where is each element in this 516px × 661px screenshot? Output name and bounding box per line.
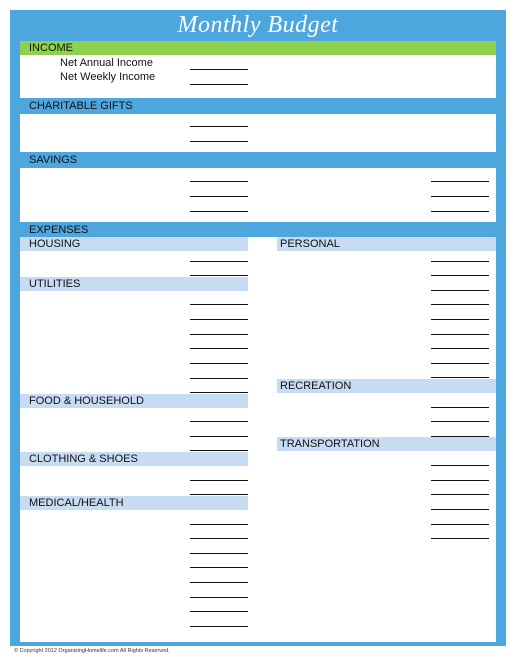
utilities-field[interactable]: [190, 304, 248, 305]
personal-field[interactable]: [431, 363, 489, 364]
recreation-field[interactable]: [431, 407, 489, 408]
housing-field[interactable]: [190, 275, 248, 276]
savings-panel: [20, 168, 496, 222]
savings-field[interactable]: [190, 196, 248, 197]
charitable-gift-field[interactable]: [190, 126, 248, 127]
clothing-shoes-heading: CLOTHING & SHOES: [29, 453, 138, 465]
savings-field[interactable]: [190, 181, 248, 182]
personal-field[interactable]: [431, 261, 489, 262]
food-household-heading: FOOD & HOUSEHOLD: [29, 395, 144, 407]
medical-health-field[interactable]: [190, 524, 248, 525]
utilities-heading: UTILITIES: [29, 278, 81, 290]
utilities-field[interactable]: [190, 334, 248, 335]
personal-heading: PERSONAL: [280, 238, 340, 250]
transportation-field[interactable]: [431, 480, 489, 481]
transportation-field[interactable]: [431, 465, 489, 466]
utilities-field[interactable]: [190, 348, 248, 349]
savings-field[interactable]: [431, 196, 489, 197]
transportation-field[interactable]: [431, 494, 489, 495]
personal-field[interactable]: [431, 377, 489, 378]
income-header-bar: [20, 41, 496, 55]
personal-field[interactable]: [431, 319, 489, 320]
recreation-field[interactable]: [431, 421, 489, 422]
copyright-footer: © Copyright 2012 OrganizingHomelife.com All Rights Reserved.: [14, 648, 170, 654]
clothing-shoes-field[interactable]: [190, 480, 248, 481]
transportation-field[interactable]: [431, 509, 489, 510]
medical-health-field[interactable]: [190, 611, 248, 612]
medical-health-field[interactable]: [190, 567, 248, 568]
net-annual-income-label: Net Annual Income: [60, 57, 153, 69]
medical-health-field[interactable]: [190, 553, 248, 554]
net-annual-income-field[interactable]: [190, 69, 248, 70]
recreation-heading: RECREATION: [280, 380, 352, 392]
food-household-field[interactable]: [190, 450, 248, 451]
savings-field[interactable]: [431, 211, 489, 212]
recreation-field[interactable]: [431, 436, 489, 437]
expenses-heading: EXPENSES: [29, 224, 89, 236]
housing-field[interactable]: [190, 261, 248, 262]
personal-field[interactable]: [431, 290, 489, 291]
personal-field[interactable]: [431, 348, 489, 349]
net-weekly-income-field[interactable]: [190, 84, 248, 85]
savings-field[interactable]: [431, 181, 489, 182]
page-title: Monthly Budget: [177, 12, 339, 38]
utilities-field[interactable]: [190, 319, 248, 320]
food-household-field[interactable]: [190, 436, 248, 437]
transportation-heading: TRANSPORTATION: [280, 438, 380, 450]
utilities-field[interactable]: [190, 392, 248, 393]
utilities-field[interactable]: [190, 378, 248, 379]
charitable-gifts-panel: [20, 114, 496, 152]
charitable-gift-field[interactable]: [190, 141, 248, 142]
medical-health-heading: MEDICAL/HEALTH: [29, 497, 124, 509]
personal-field[interactable]: [431, 275, 489, 276]
savings-field[interactable]: [190, 211, 248, 212]
clothing-shoes-field[interactable]: [190, 494, 248, 495]
personal-field[interactable]: [431, 334, 489, 335]
transportation-field[interactable]: [431, 524, 489, 525]
medical-health-field[interactable]: [190, 582, 248, 583]
food-household-field[interactable]: [190, 421, 248, 422]
utilities-field[interactable]: [190, 363, 248, 364]
personal-field[interactable]: [431, 304, 489, 305]
income-heading: INCOME: [29, 42, 73, 54]
net-weekly-income-label: Net Weekly Income: [60, 71, 156, 83]
medical-health-field[interactable]: [190, 538, 248, 539]
savings-heading: SAVINGS: [29, 154, 78, 166]
transportation-field[interactable]: [431, 538, 489, 539]
housing-heading: HOUSING: [29, 238, 81, 250]
charitable-gifts-heading: CHARITABLE GIFTS: [29, 100, 133, 112]
medical-health-field[interactable]: [190, 597, 248, 598]
medical-health-field[interactable]: [190, 626, 248, 627]
